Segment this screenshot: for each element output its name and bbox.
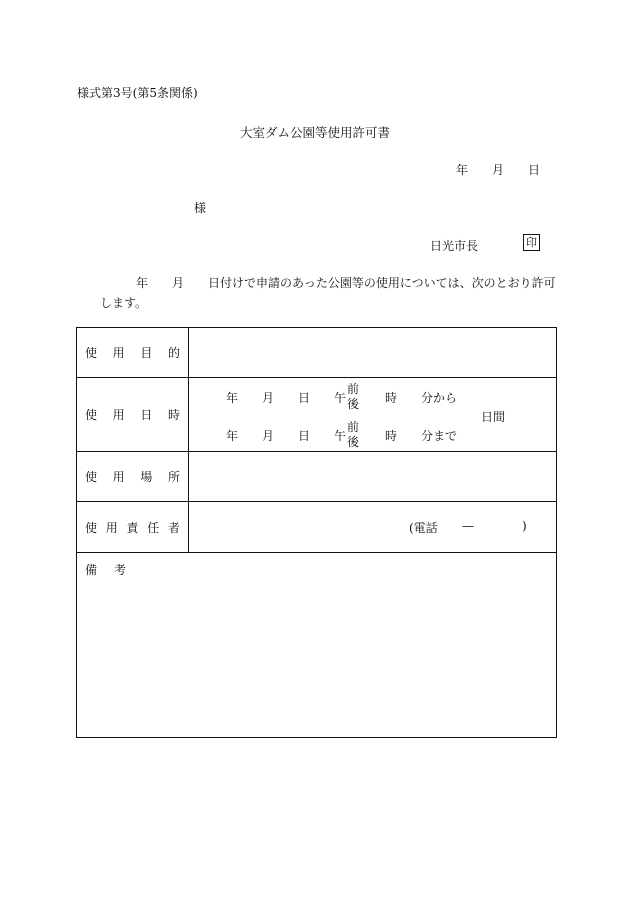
purpose-label-char: 使: [85, 346, 98, 360]
body-month: 月: [172, 276, 185, 290]
place-label-char: 使: [85, 470, 98, 484]
purpose-row: [77, 328, 557, 378]
manager-label-char: 任: [147, 520, 160, 535]
phone-open: (電話: [409, 521, 438, 535]
place-label-char: 用: [112, 470, 125, 484]
datetime-label-char: 用: [112, 408, 125, 422]
start-pm: 後: [347, 397, 360, 411]
manager-label-char: 用: [105, 520, 118, 535]
place-value[interactable]: [189, 452, 557, 502]
notes-label: [85, 561, 126, 578]
notes-label-char: 備: [85, 563, 98, 577]
datetime-row: [77, 378, 557, 452]
start-minute-from: 分から: [421, 391, 458, 405]
place-label-char: 所: [167, 470, 180, 484]
seal-mark: 印: [523, 234, 540, 251]
purpose-label-char: 用: [112, 346, 125, 360]
body-year: 年: [136, 276, 149, 290]
purpose-label: [77, 328, 189, 378]
datetime-label-char: 使: [85, 408, 98, 422]
start-am: 前: [347, 382, 360, 396]
end-hour: 時: [385, 429, 398, 443]
manager-label-char: 責: [126, 520, 139, 535]
issue-date-month: 月: [492, 163, 505, 177]
place-row: [77, 452, 557, 502]
datetime-label-char: 時: [167, 408, 180, 422]
manager-label: [77, 502, 189, 553]
start-month: 月: [262, 391, 275, 405]
permit-details-table: [76, 327, 557, 738]
purpose-label-char: 目: [140, 346, 153, 360]
phone-dash: —: [462, 519, 474, 533]
notes-label-char: 考: [114, 563, 127, 577]
document-title: 大室ダム公園等使用許可書: [239, 125, 390, 140]
addressee-suffix: 様: [194, 201, 207, 215]
manager-label-char: 使: [85, 520, 98, 535]
start-day: 日: [298, 391, 311, 405]
body-text-line2: します。: [100, 296, 148, 310]
datetime-label: [77, 378, 189, 452]
purpose-label-char: 的: [167, 346, 180, 360]
notes-cell[interactable]: [77, 553, 557, 738]
end-pm: 後: [347, 435, 360, 449]
end-noon: 午: [334, 429, 347, 443]
notes-row: [77, 553, 557, 738]
issue-date-day: 日: [528, 163, 541, 177]
manager-label-char: 者: [167, 520, 180, 535]
place-label-char: 場: [140, 470, 153, 484]
manager-value[interactable]: [189, 502, 557, 553]
start-year: 年: [226, 391, 239, 405]
datetime-value[interactable]: [189, 378, 557, 452]
body-text-line1: 日付けで申請のあった公園等の使用については、次のとおり許可: [208, 276, 556, 290]
manager-row: [77, 502, 557, 553]
datetime-label-char: 日: [140, 408, 153, 422]
place-label: [77, 452, 189, 502]
form-number-label: 様式第3号(第5条関係): [77, 86, 198, 100]
end-year: 年: [226, 429, 239, 443]
start-noon: 午: [334, 391, 347, 405]
start-hour: 時: [385, 391, 398, 405]
phone-close: ): [522, 519, 527, 533]
end-month: 月: [262, 429, 275, 443]
issuer-name: 日光市長: [430, 239, 479, 253]
end-day: 日: [298, 429, 311, 443]
end-minute-to: 分まで: [421, 429, 458, 443]
purpose-value[interactable]: [189, 328, 557, 378]
end-am: 前: [347, 420, 360, 434]
issue-date-year: 年: [456, 163, 469, 177]
duration-days: 日間: [481, 410, 506, 424]
